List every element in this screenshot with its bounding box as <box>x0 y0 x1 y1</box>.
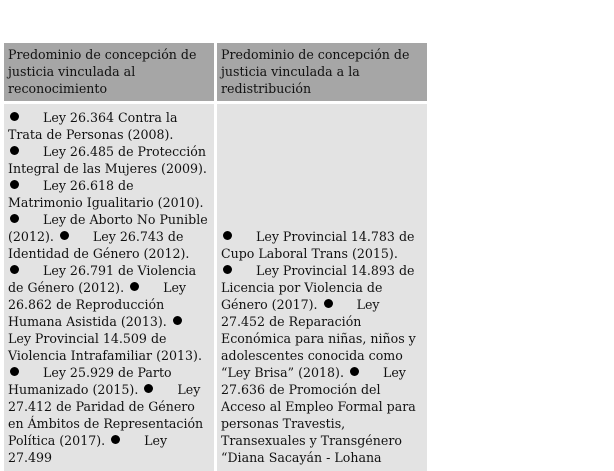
recognition-law-text: Ley 26.862 de Reproducción Humana Asistida (2013). <box>8 280 187 329</box>
bullet-icon <box>10 367 19 376</box>
recognition-law-item <box>8 144 207 176</box>
bullet-icon <box>223 231 232 240</box>
recognition-law-text: Ley 26.485 de Protección Integral de las Mujeres (2009). <box>8 144 207 176</box>
bullet-icon <box>324 299 333 308</box>
recognition-law-text: Ley 26.743 de Identidad de Género (2012). <box>8 229 190 261</box>
recognition-law-item <box>8 110 177 142</box>
recognition-law-text: Ley 26.791 de Violencia de Género (2012). <box>8 263 197 295</box>
bullet-icon <box>223 265 232 274</box>
bullet-icon <box>130 282 139 291</box>
laws-table <box>4 43 427 471</box>
recognition-law-item <box>8 178 204 210</box>
recognition-law-text: Ley 26.618 de Matrimonio Igualitario (2010). <box>8 178 204 210</box>
redistribution-law-item <box>221 229 414 261</box>
header-redistribution: Predominio de concepción de justicia vinculada a la redistribución <box>217 43 427 101</box>
redistribution-law-item <box>221 365 416 465</box>
recognition-law-text: Ley de Aborto No Punible (2012). <box>8 212 208 244</box>
bullet-icon <box>350 367 359 376</box>
recognition-law-text: Ley 25.929 de Parto Humanizado (2015). <box>8 365 172 397</box>
bullet-icon <box>111 435 120 444</box>
recognition-law-text: Ley 26.364 Contra la Trata de Personas (2008). <box>8 110 178 142</box>
bullet-icon <box>10 265 19 274</box>
bullet-icon <box>144 384 153 393</box>
table-body-row <box>4 104 427 471</box>
bullet-icon <box>173 316 182 325</box>
redistribution-law-text: Ley Provincial 14.783 de Cupo Laboral Trans (2015). <box>221 229 415 261</box>
recognition-law-text: Ley Provincial 14.509 de Violencia Intrafamiliar (2013). <box>8 331 202 363</box>
table-header-row <box>4 43 427 101</box>
bullet-icon <box>10 146 19 155</box>
header-recognition: Predominio de concepción de justicia vinculada al reconocimiento <box>4 43 214 101</box>
recognition-law-text: Ley 27.499 <box>8 433 168 465</box>
redistribution-law-item <box>221 263 414 312</box>
redistribution-laws-cell <box>217 104 427 471</box>
bullet-icon <box>10 214 19 223</box>
recognition-law-text: Ley 27.412 de Paridad de Género en Ámbitos de Representación Política (2017). <box>8 382 204 448</box>
bullet-icon <box>10 112 19 121</box>
redistribution-law-text: Ley Provincial 14.893 de Licencia por Violencia de Género (2017). <box>221 263 415 312</box>
recognition-laws-cell <box>4 104 214 471</box>
redistribution-law-text: Ley 27.636 de Promoción del Acceso al Empleo Formal para personas Travestis, Transexuales y Transgénero “Diana Sacayán - Lohana <box>221 365 416 465</box>
bullet-icon <box>10 180 19 189</box>
redistribution-law-text: Ley 27.452 de Reparación Económica para niñas, niños y adolescentes conocida como “Ley Brisa” (2018). <box>221 297 416 380</box>
bullet-icon <box>60 231 69 240</box>
